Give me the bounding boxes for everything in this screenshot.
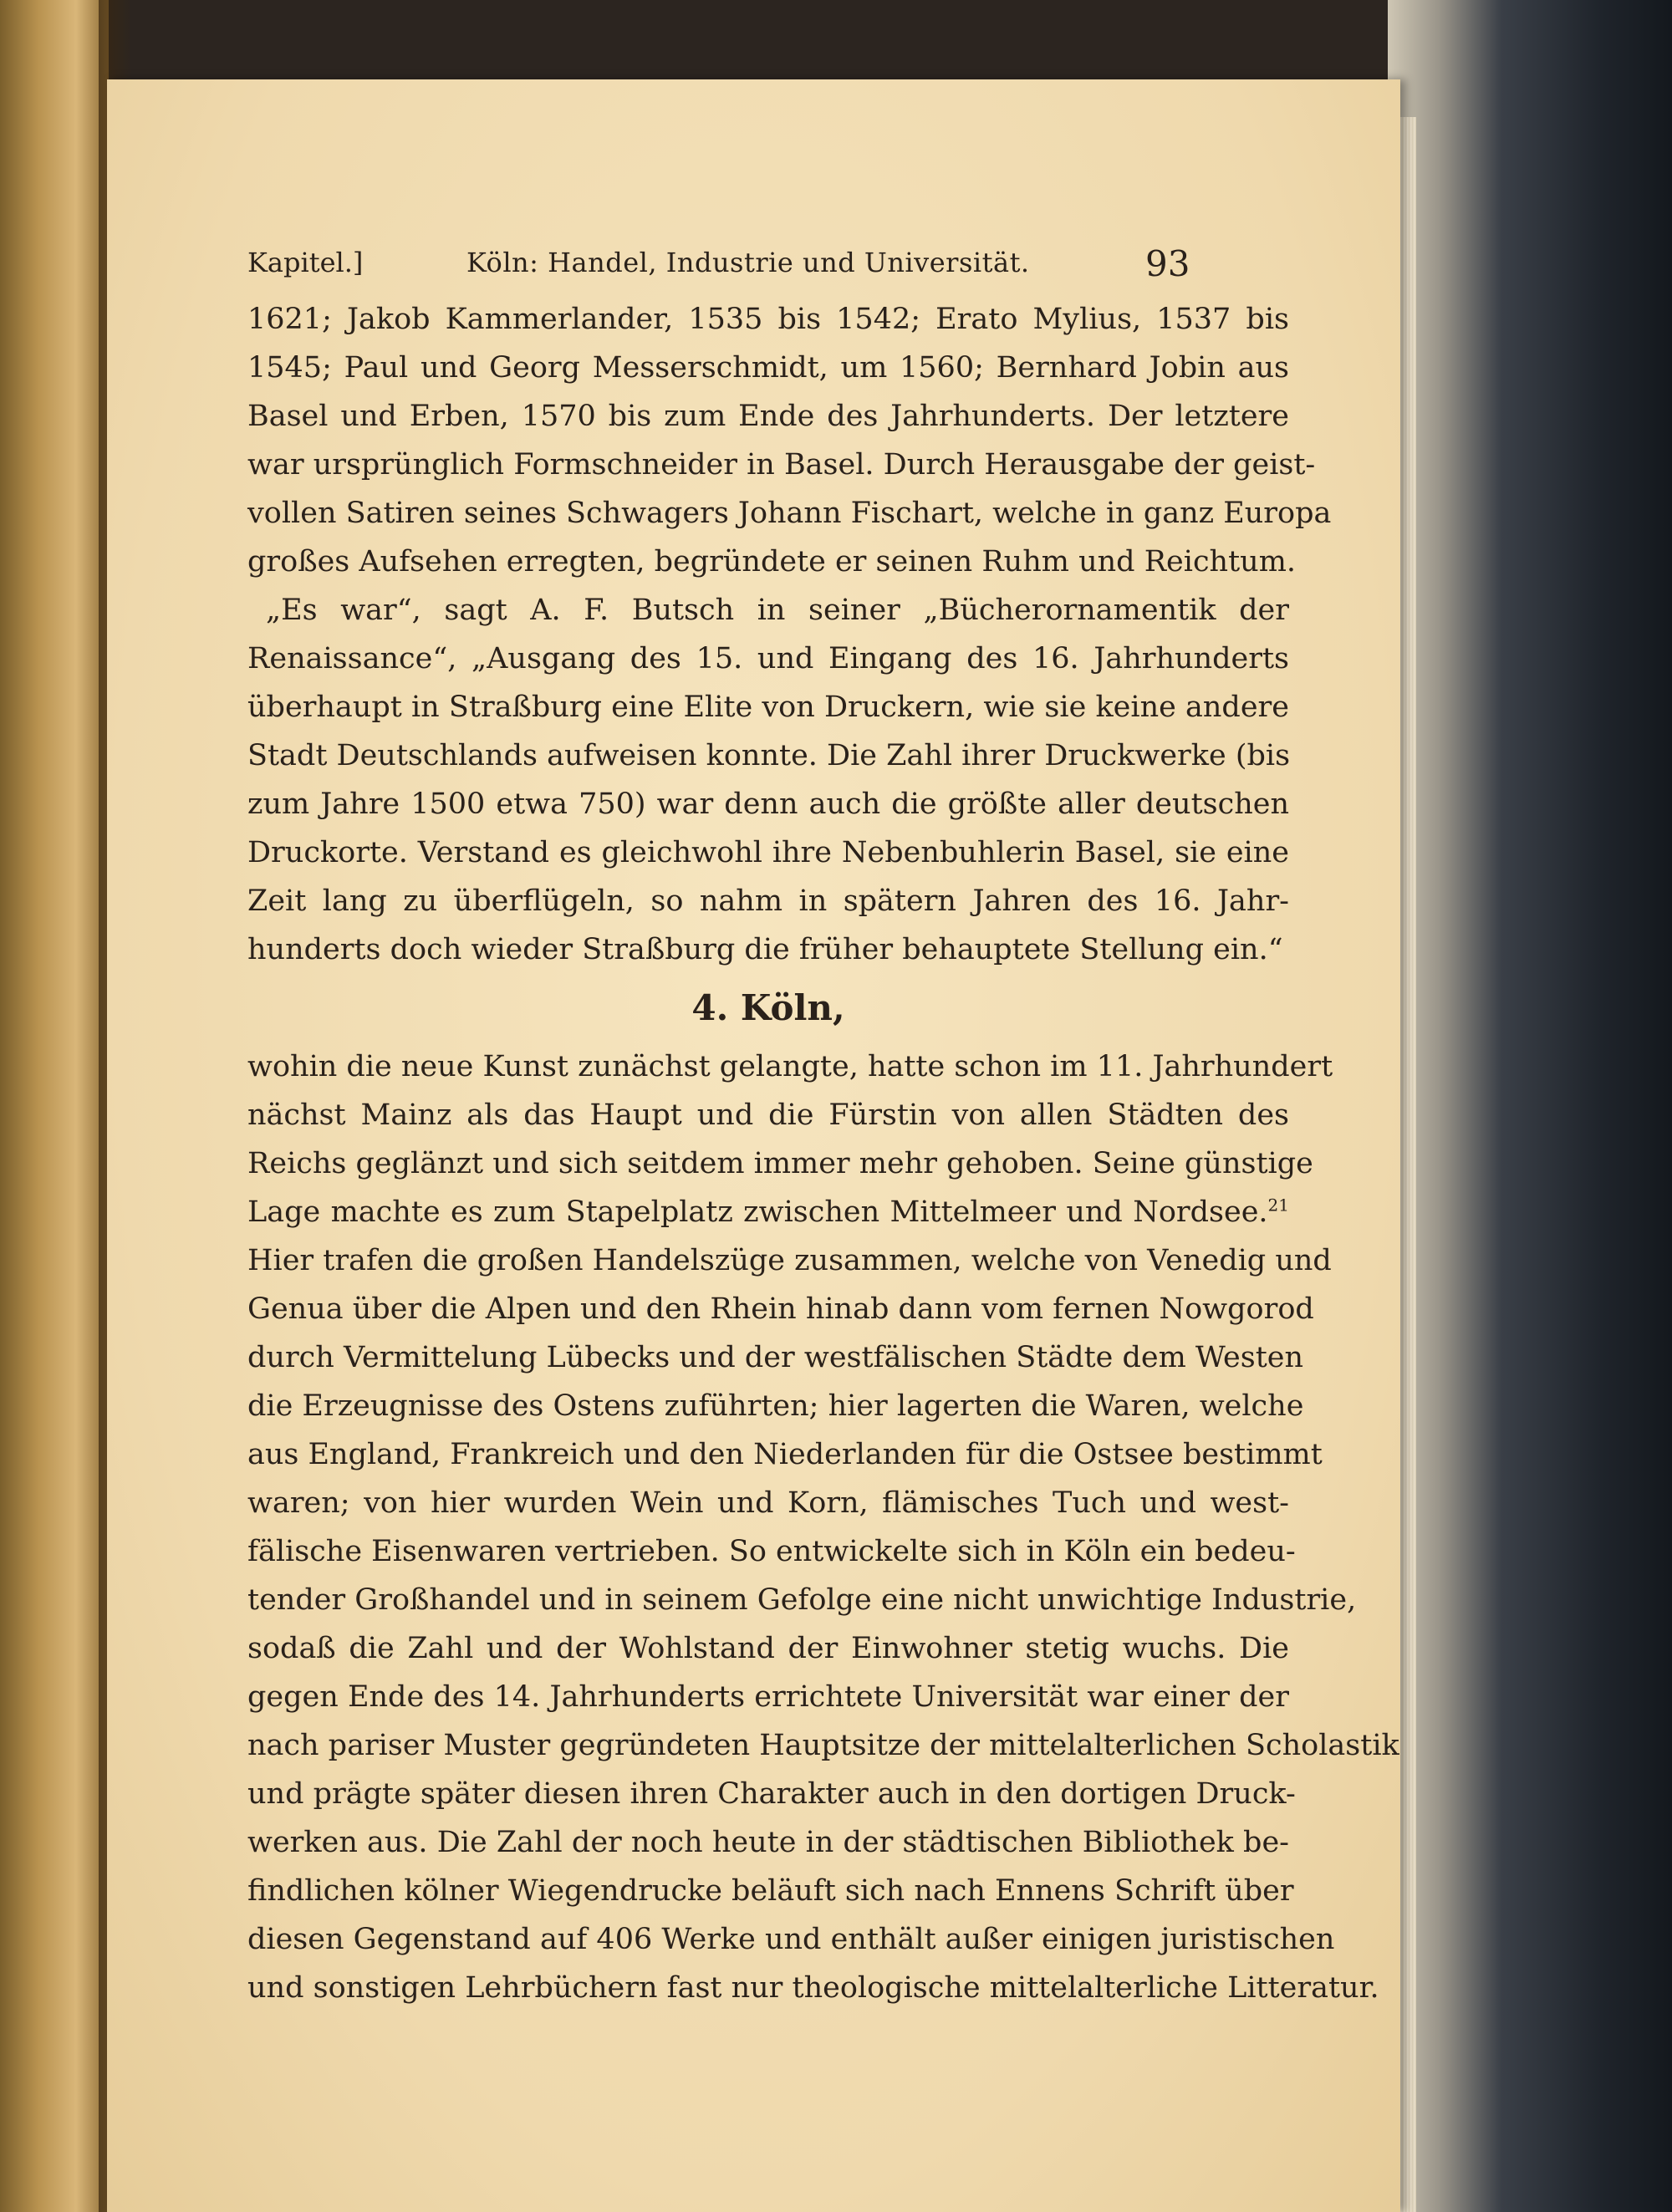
text-line: gegen Ende des 14. Jahrhunderts errichtete Universität war einer der [247, 1680, 1289, 1714]
text-line: aus England, Frankreich und den Niederlanden für die Ostsee bestimmt [247, 1438, 1323, 1471]
text-line: „Es war“, sagt A. F. Butsch in seiner „Bücherornamentik der [266, 594, 1289, 627]
body-text [247, 295, 1399, 2012]
text-line: Zeit lang zu überflügeln, so nahm in spätern Jahren des 16. Jahr- [247, 884, 1289, 918]
text-line: Reichs geglänzt und sich seitdem immer mehr gehoben. Seine günstige [247, 1147, 1313, 1180]
text-line: nach pariser Muster gegründeten Hauptsitze der mittelalterlichen Scholastik [247, 1729, 1399, 1762]
text-line: großes Aufsehen erregten, begründete er seinen Ruhm und Reichtum. [247, 545, 1297, 578]
left-page-edge [0, 0, 109, 2212]
text-line: Lage machte es zum Stapelplatz zwischen Mittelmeer und Nordsee. [247, 1195, 1268, 1229]
book-page [107, 79, 1400, 2212]
text-line: überhaupt in Straßburg eine Elite von Druckern, wie sie keine andere [247, 691, 1289, 724]
text-line: sodaß die Zahl und der Wohlstand der Einwohner stetig wuchs. Die [247, 1632, 1289, 1665]
text-line-with-footnote [247, 1188, 1289, 1236]
text-line: nächst Mainz als das Haupt und die Fürstin von allen Städten des [247, 1098, 1289, 1132]
text-line: 1621; Jakob Kammerlander, 1535 bis 1542; Erato Mylius, 1537 bis [247, 303, 1289, 336]
text-line: findlichen kölner Wiegendrucke beläuft sich nach Ennens Schrift über [247, 1874, 1294, 1908]
text-line: war ursprünglich Formschneider in Basel. Durch Herausgabe der geist- [247, 448, 1316, 482]
running-title: Köln: Handel, Industrie und Universität. [466, 247, 1030, 278]
text-line: Hier trafen die großen Handelszüge zusammen, welche von Venedig und [247, 1244, 1332, 1277]
page-stack-edge [1398, 117, 1416, 2212]
text-line: werken aus. Die Zahl der noch heute in der städtischen Bibliothek be- [247, 1826, 1289, 1859]
chapter-label: Kapitel.] [247, 247, 364, 278]
text-line: hunderts doch wieder Straßburg die früher behauptete Stellung ein.“ [247, 933, 1283, 966]
text-line: Basel und Erben, 1570 bis zum Ende des Jahrhunderts. Der letztere [247, 400, 1289, 433]
book-cover-binding [1388, 0, 1672, 2212]
text-line: zum Jahre 1500 etwa 750) war denn auch die größte aller deutschen [247, 787, 1289, 821]
text-line: die Erzeugnisse des Ostens zuführten; hier lagerten die Waren, welche [247, 1389, 1304, 1423]
footnote-marker: 21 [1267, 1195, 1289, 1216]
text-line: Genua über die Alpen und den Rhein hinab dann vom fernen Nowgorod [247, 1292, 1314, 1326]
text-line: und sonstigen Lehrbüchern fast nur theologische mittelalterliche Litteratur. [247, 1971, 1379, 2005]
section-heading: 4. Köln, [691, 987, 845, 1028]
running-head [107, 79, 1400, 284]
text-line: diesen Gegenstand auf 406 Werke und enthält außer einigen juristischen [247, 1923, 1335, 1956]
text-line: vollen Satiren seines Schwagers Johann Fischart, welche in ganz Europa [247, 497, 1332, 530]
text-line: 1545; Paul und Georg Messerschmidt, um 1560; Bernhard Jobin aus [247, 351, 1289, 385]
page-number: 93 [1145, 243, 1190, 284]
text-line: Stadt Deutschlands aufweisen konnte. Die Zahl ihrer Druckwerke (bis [247, 739, 1291, 772]
text-line: wohin die neue Kunst zunächst gelangte, hatte schon im 11. Jahrhundert [247, 1050, 1333, 1083]
text-line: tender Großhandel und in seinem Gefolge eine nicht unwichtige Industrie, [247, 1583, 1357, 1617]
text-line: und prägte später diesen ihren Charakter auch in den dortigen Druck- [247, 1777, 1296, 1811]
text-line: durch Vermittelung Lübecks und der westfälischen Städte dem Westen [247, 1341, 1304, 1374]
text-line: Druckorte. Verstand es gleichwohl ihre Nebenbuhlerin Basel, sie eine [247, 836, 1289, 869]
text-line: Renaissance“, „Ausgang des 15. und Eingang des 16. Jahrhunderts [247, 642, 1289, 675]
text-line: fälische Eisenwaren vertrieben. So entwickelte sich in Köln ein bedeu- [247, 1535, 1296, 1568]
text-line: waren; von hier wurden Wein und Korn, flämisches Tuch und west- [247, 1486, 1289, 1520]
